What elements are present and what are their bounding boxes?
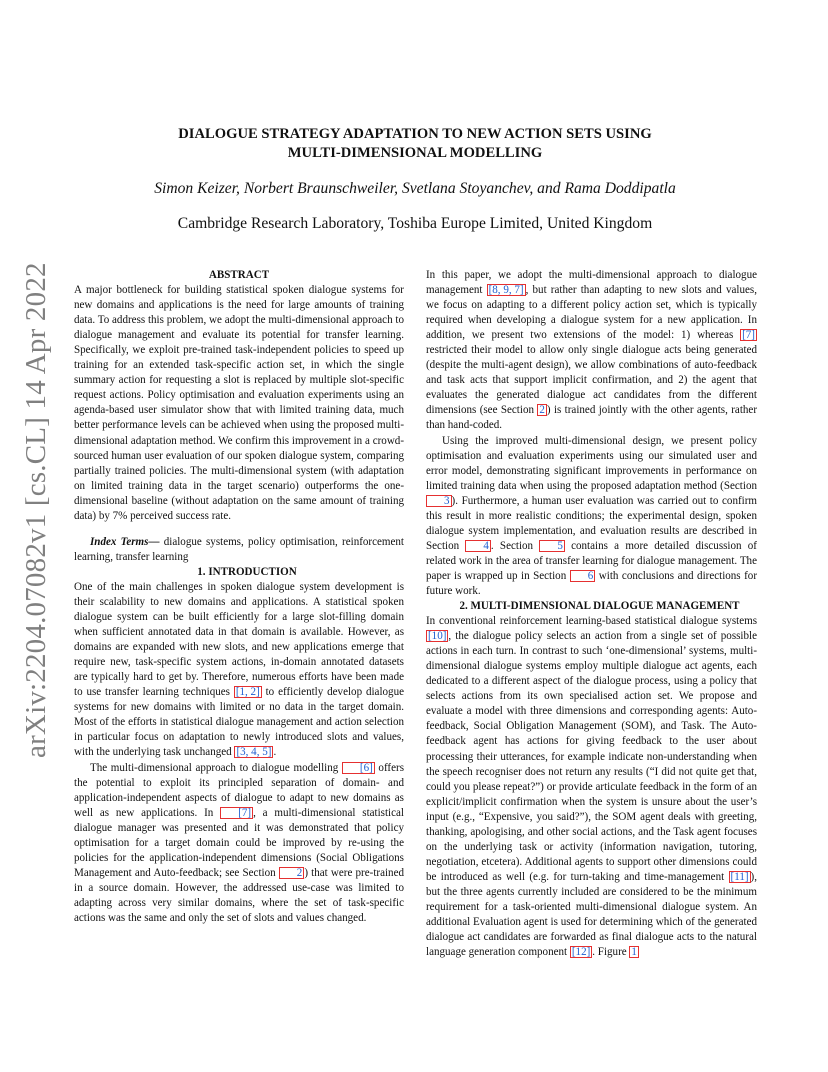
text-run: ) that were pre-trained in a source domain. However, the addressed use-case was limited to adapting across very similar domains, where the set of task-specific actions was the same and only the set of slots and values changed.	[74, 866, 404, 924]
citation-link[interactable]: [7]	[742, 329, 755, 342]
intro-paragraph-2	[74, 761, 404, 927]
index-terms	[74, 535, 404, 565]
abstract-text: A major bottleneck for building statistical spoken dialogue systems for new domains and applications is the need for large amounts of training data. To address this problem, we adopt the multi-dimensional approach to dialogue management and evaluate its potential for transfer learning. Specifically, we exploit pre-trained task-independent policies to speed up training for an extended task-specific action set, in which the single summary action for requesting a slot is replaced by multiple slot-specific request actions. Policy optimisation and evaluation experiments using an agenda-based user simulator show that with limited training data, much better performance levels can be achieved when using the proposed multi-dimensional adaptation method. We confirm this improvement in a crowd-sourced human user evaluation of our spoken dialogue system, comparing partially trained policies. The multi-dimensional system (with adaptation on limited training data in the target scenario) outperforms the one-dimensional baseline (without adaptation on the same amount of training data) by 7% perceived success rate.	[74, 284, 404, 522]
text-run: offers the potential to exploit its principled separation of domain- and application-independent aspects of dialogue to adapt to new domains as well as new applications. In	[74, 761, 404, 819]
section-link[interactable]: 4	[465, 540, 491, 552]
section-link[interactable]: 2	[539, 404, 545, 417]
text-run: ). Furthermore, a human user evaluation was carried out to confirm this result in more realistic conditions; the experimental design, spoken dialogue system implementation, and evaluation results are described in Section	[426, 494, 757, 552]
text-run: , but rather than adapting to new slots and values, we focus on adapting to a different policy action set, which is typically required when developing a dialogue system for a new application. In addition, we present two extensions of the model: 1) whereas	[426, 284, 757, 342]
left-column	[74, 268, 404, 926]
text-run: .	[273, 746, 277, 759]
section-2-paragraph-1	[426, 614, 757, 960]
section-link[interactable]: 5	[539, 540, 565, 552]
right-paragraph-2	[426, 434, 757, 600]
section-1-heading: 1. INTRODUCTION	[197, 565, 297, 578]
text-run: ), but the three agents currently included are considered to be the minimum requirement for a task-oriented multi-dimensional dialogue system. An additional Evaluation agent is used for determining which of the generated dialogue act candidates are forwarded as final dialogue acts to the natural language generation component	[426, 870, 757, 959]
section-link[interactable]: 6	[570, 570, 596, 582]
text-run: One of the main challenges in spoken dialogue system development is their scalability to new domains and applications. A statistical spoken dialogue system can be built efficiently for a large slot-filling domain when sufficient annotated data in that domain is available. However, as domains are expanded with new slots, and new applications emerge that require new, task-specific system actions, in-domain annotated datasets are typically hard to get by. Therefore, numerous efforts have been made to use transfer learning techniques	[74, 580, 404, 699]
figure-link[interactable]: 1	[631, 946, 637, 959]
text-run: restricted their model to allow only single dialogue acts being generated (despite the multi-agent design), we allow combinations of auto-feedback and task acts that support implicit confirmation, and 2) the agent that evaluates the generated dialogue act candidates from the different dimensions (see Section	[426, 344, 757, 417]
citation-link[interactable]: [3, 4, 5]	[236, 746, 272, 759]
right-paragraph-1	[426, 268, 757, 434]
text-run: Using the improved multi-dimensional design, we present policy optimisation and evaluation experiments using our simulated user and error model, demonstrating significant improvements in performance on limited training data when using the proposed adaptation method (Section	[426, 434, 757, 492]
right-column	[426, 268, 757, 960]
section-link[interactable]: 3	[426, 495, 452, 507]
citation-link[interactable]: [7]	[220, 807, 253, 819]
text-run: In conventional reinforcement learning-based statistical dialogue systems	[426, 615, 757, 628]
arxiv-identifier: arXiv:2204.07082v1 [cs.CL] 14 Apr 2022	[20, 262, 52, 758]
authors: Simon Keizer, Norbert Braunschweiler, Svetlana Stoyanchev, and Rama Doddipatla	[154, 180, 676, 197]
citation-link[interactable]: [11]	[730, 870, 749, 883]
text-run: ) is trained jointly with the other agents, rather than hand-coded.	[426, 404, 757, 432]
section-2-heading: 2. MULTI-DIMENSIONAL DIALOGUE MANAGEMENT	[459, 600, 740, 613]
citation-link[interactable]: [10]	[428, 630, 447, 643]
section-link[interactable]: 2	[279, 867, 305, 879]
text-run: with conclusions and directions for future work.	[426, 569, 757, 597]
index-terms-text: dialogue systems, policy optimisation, reinforcement learning, transfer learning	[74, 535, 404, 563]
text-run: contains a more detailed discussion of related work in the area of transfer learning for dialogue management. The paper is wrapped up in Section	[426, 539, 757, 582]
text-run: , a multi-dimensional statistical dialogue manager was presented and it was demonstrated that policy optimisation for a target domain could be improved by re-using the policies for the application-independent dimensions (Social Obligations Management and Auto-feedback; see Section	[74, 806, 404, 879]
text-run: to efficiently develop dialogue systems for new domains with limited or no data in the target domain. Most of the efforts in statistical dialogue management and action selection in particular focus on adaptation to newly introduced slots and values, with the underlying task unchanged	[74, 686, 404, 759]
text-run: The multi-dimensional approach to dialogue modelling	[90, 761, 342, 774]
index-terms-label: Index Terms—	[90, 535, 160, 548]
citation-link[interactable]: [1, 2]	[235, 686, 260, 699]
abstract-heading: ABSTRACT	[208, 269, 270, 281]
citation-link[interactable]: [8, 9, 7]	[488, 284, 524, 297]
text-run: . Section	[490, 539, 540, 552]
text-run: . Figure	[592, 946, 630, 959]
intro-paragraph-1	[74, 580, 404, 761]
text-run: , the dialogue policy selects an action from a single set of possible actions in each turn. In contrast to such ‘one-dimensional’ systems, multi-dimensional dialogue systems employ multiple dialogue act agents, each dedicated to a different aspect of the dialogue process, using a policy that selects actions from its own specialised action set. We propose and evaluate a model with three dimensions and corresponding agents: Auto-feedback, Social Obligation Management (SOM), and Task. The Auto-feedback agent has actions for giving feedback to the user about processing their utterances, for example indicate non-understanding when the speech recogniser does not return any results (“I did not quite get that, could you please repeat?”) or provide articulate feedback in the form of an explicit/implicit confirmation when the system is unsure about the user’s input (e.g., “Expensive, you said?”), the SOM agent deals with greeting, thanking, apologising, and other social actions, and the Task agent focuses on the underlying task or activity (information navigation, tutoring, negotiation, etcetera). Additional agents to support other dimensions could be introduced as well (e.g. for turn-taking and time-management	[426, 630, 757, 883]
citation-link[interactable]: [6]	[342, 762, 375, 774]
title-line-2: MULTI-DIMENSIONAL MODELLING	[287, 145, 543, 161]
text-run: In this paper, we adopt the multi-dimensional approach to dialogue management	[426, 269, 757, 297]
title-line-1: DIALOGUE STRATEGY ADAPTATION TO NEW ACTION SETS USING	[178, 126, 652, 142]
citation-link[interactable]: [12]	[571, 946, 591, 959]
affiliation: Cambridge Research Laboratory, Toshiba Europe Limited, United Kingdom	[177, 215, 653, 232]
paper-title	[74, 125, 756, 163]
